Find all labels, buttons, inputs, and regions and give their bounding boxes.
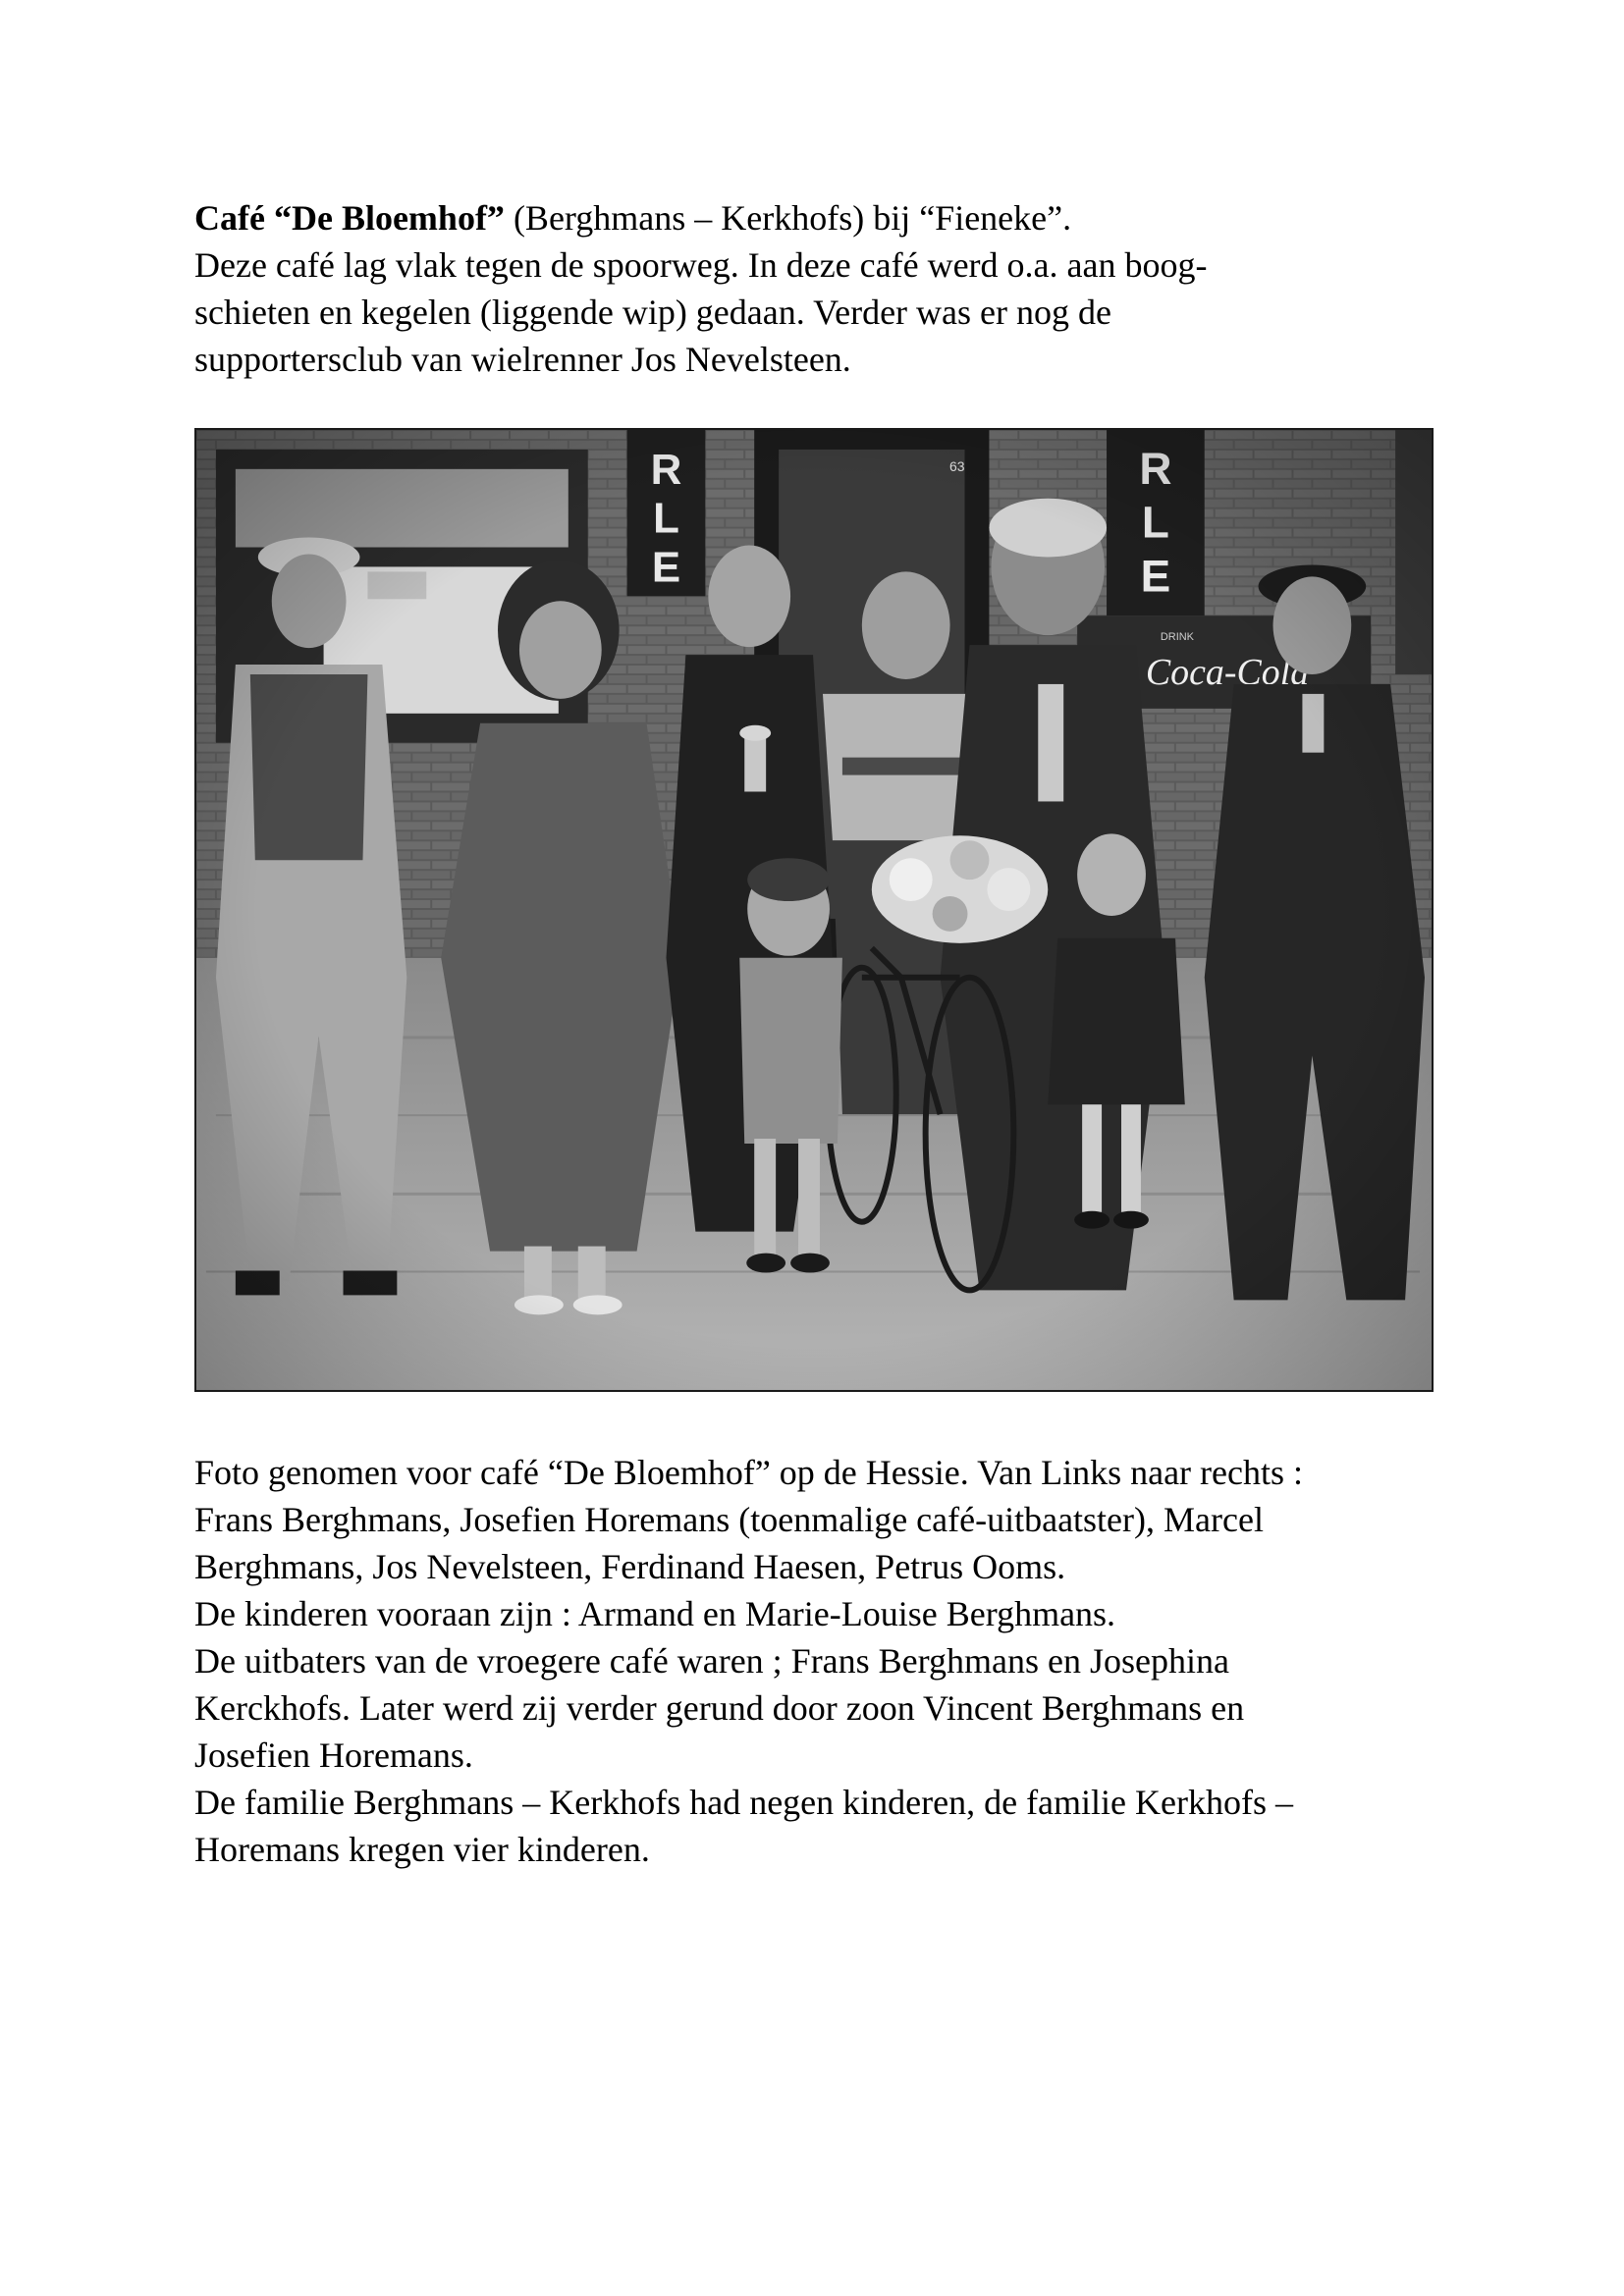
caption-line: Horemans kregen vier kinderen. [194,1830,650,1869]
intro-title-rest: (Berghmans – Kerkhofs) bij “Fieneke”. [504,198,1072,238]
photo-caption-paragraph [194,1449,1510,1873]
caption-line: Foto genomen voor café “De Bloemhof” op de Hessie. Van Links naar rechts : [194,1453,1304,1492]
historic-group-photo [194,428,1434,1392]
photo-illustration [196,430,1432,1390]
caption-line: Josefien Horemans. [194,1735,473,1775]
intro-line: schieten en kegelen (liggende wip) gedaan. Verder was er nog de [194,293,1111,332]
intro-line: supportersclub van wielrenner Jos Nevelsteen. [194,340,851,379]
intro-line: Deze café lag vlak tegen de spoorweg. In deze café werd o.a. aan boog- [194,245,1208,285]
caption-line: Berghmans, Jos Nevelsteen, Ferdinand Haesen, Petrus Ooms. [194,1547,1066,1586]
intro-title-bold: Café “De Bloemhof” [194,198,505,238]
caption-line: Kerckhofs. Later werd zij verder gerund door zoon Vincent Berghmans en [194,1688,1245,1728]
caption-line: De uitbaters van de vroegere café waren ; Frans Berghmans en Josephina [194,1641,1229,1681]
intro-paragraph [194,194,1510,383]
caption-line: De familie Berghmans – Kerkhofs had negen kinderen, de familie Kerkhofs – [194,1783,1293,1822]
intro-title-line [194,194,1510,241]
caption-line: Frans Berghmans, Josefien Horemans (toenmalige café-uitbaatster), Marcel [194,1500,1264,1539]
caption-line: De kinderen vooraan zijn : Armand en Marie-Louise Berghmans. [194,1594,1116,1633]
